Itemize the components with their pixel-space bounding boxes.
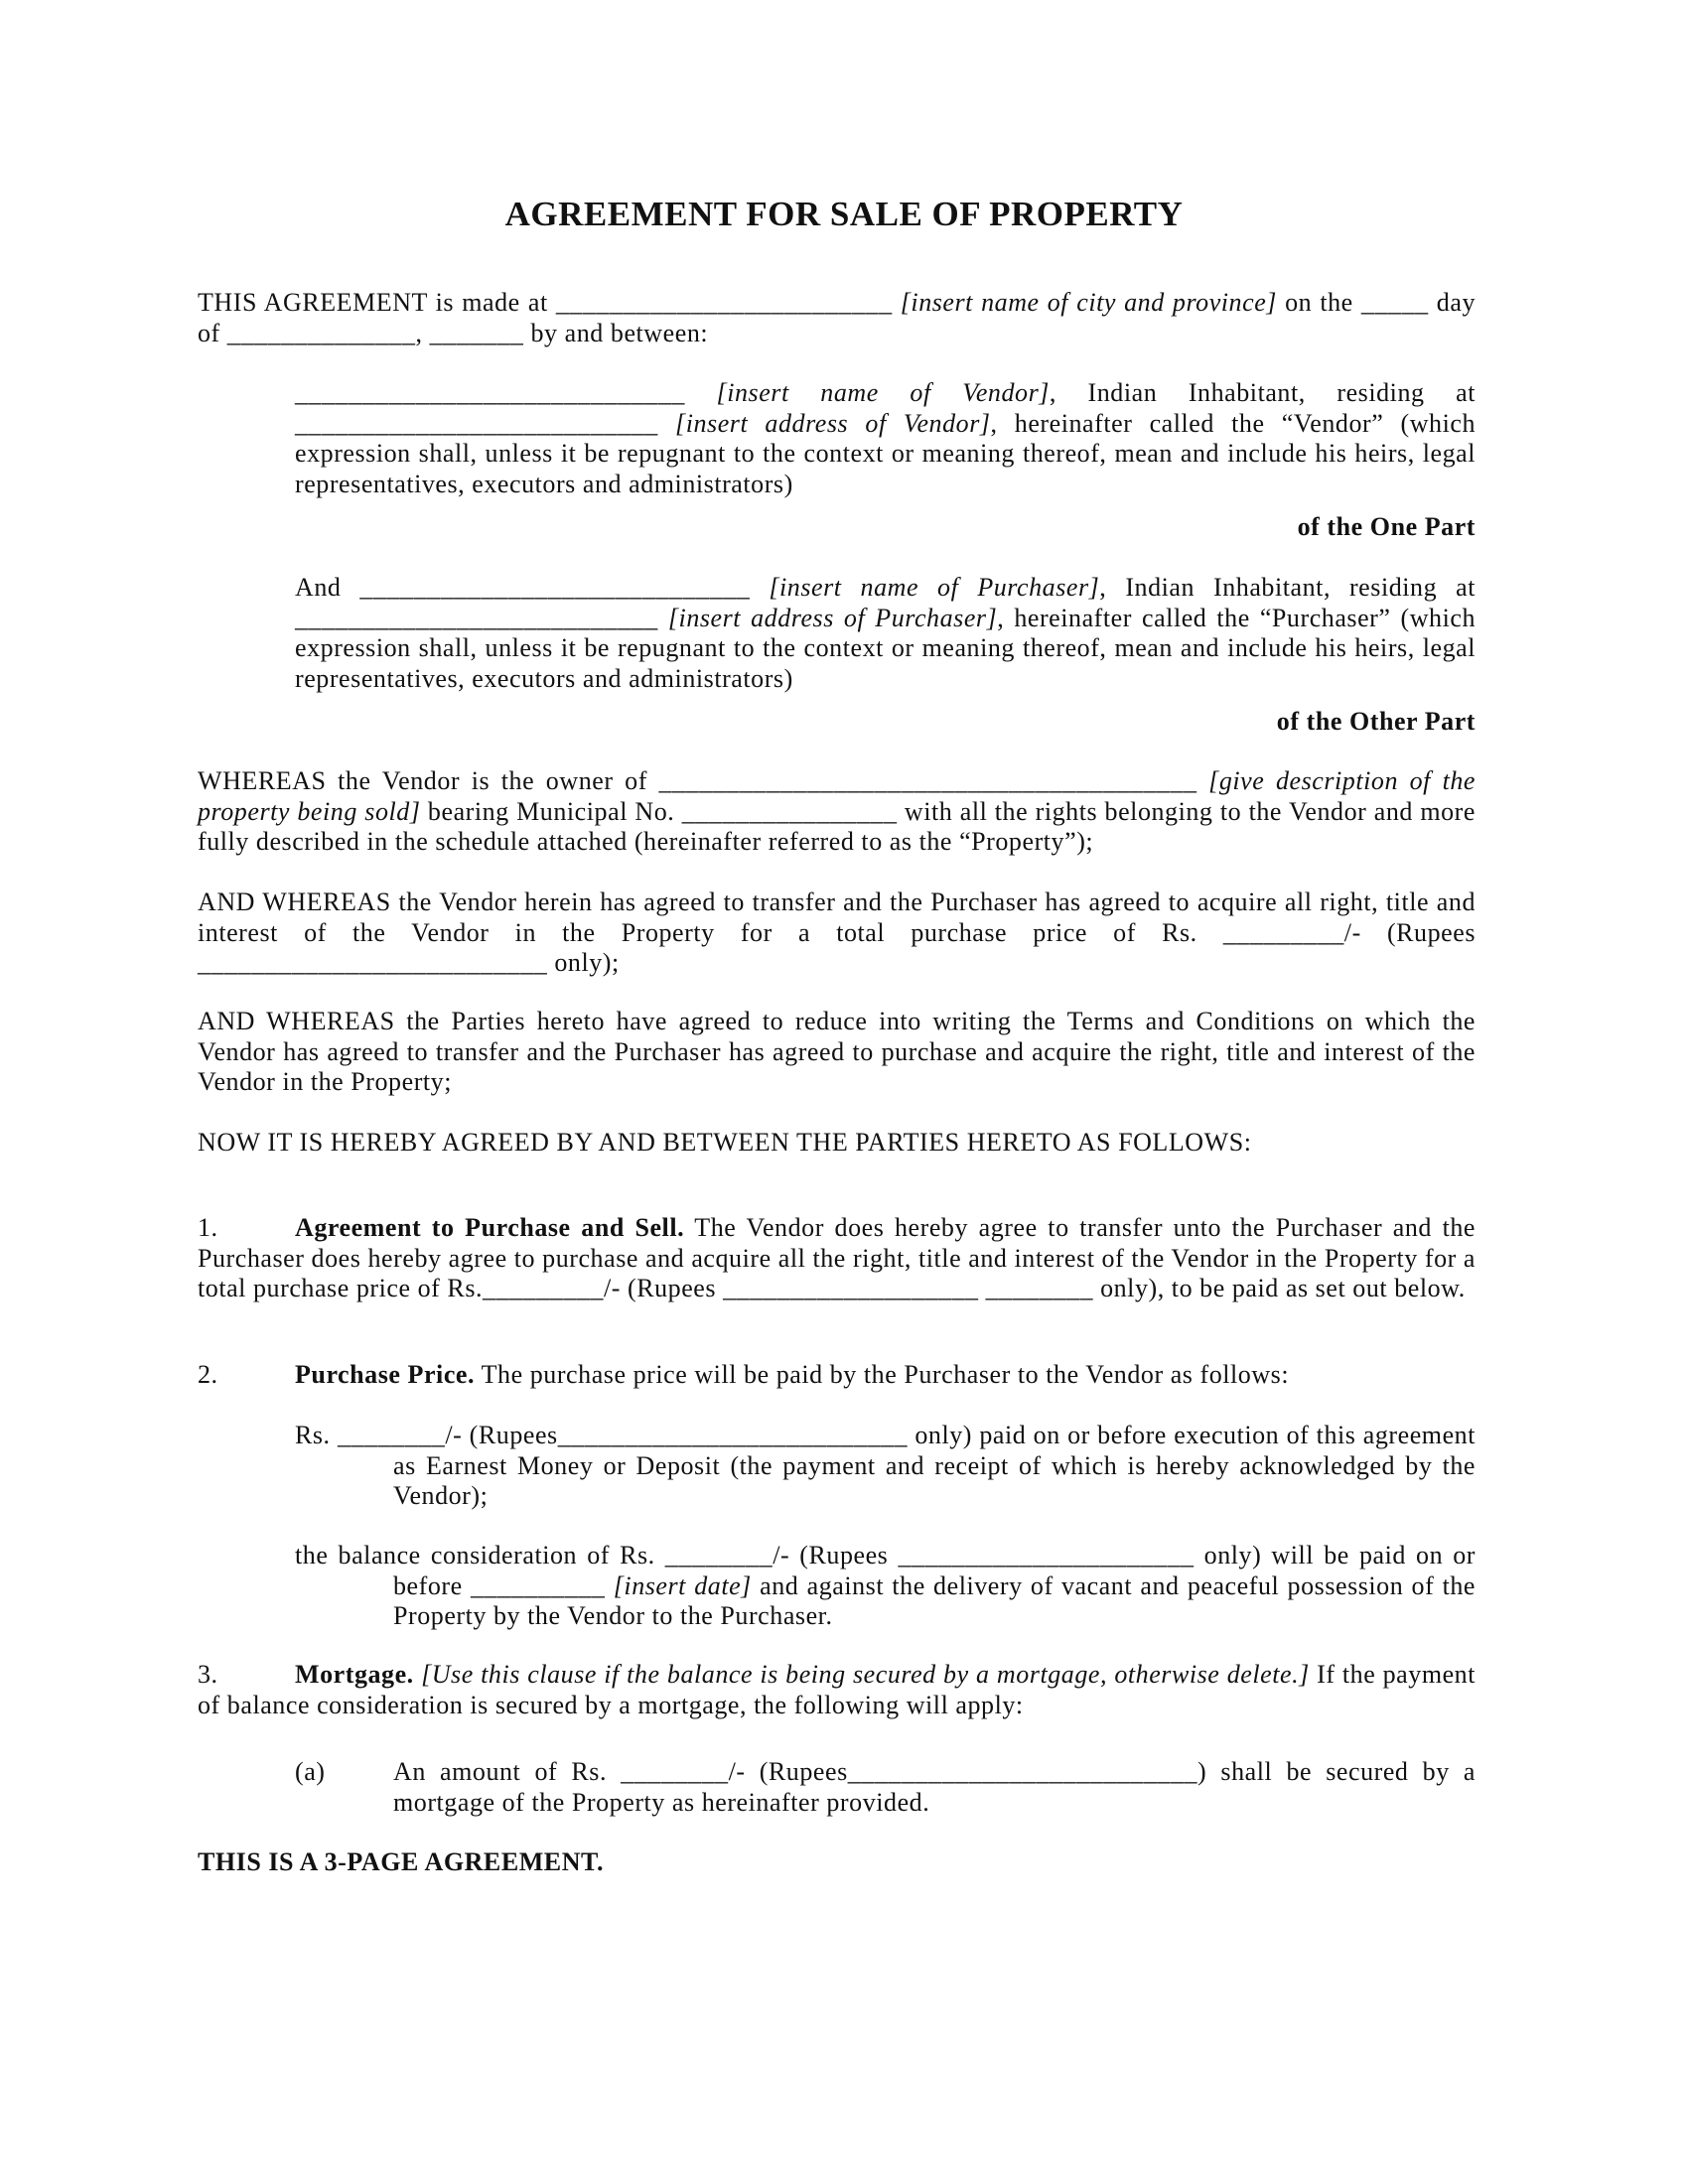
- bold-text: of the Other Part: [1276, 707, 1476, 736]
- body-text: , Indian Inhabitant, residing at ___________________________: [295, 573, 1476, 632]
- clause-3-mortgage: [198, 1660, 1476, 1720]
- other-part-label: [198, 707, 1476, 738]
- clause-2-purchase-price: [198, 1360, 1476, 1391]
- document-title: AGREEMENT FOR SALE OF PROPERTY: [504, 195, 1184, 233]
- bold-text: of the One Part: [1297, 512, 1476, 541]
- clause-1-agreement-to-purchase: [198, 1213, 1476, 1304]
- body-text: Rs. ________/- (Rupees__________________________ only) paid on or before execution of this agreement as Earnest Money or Deposit (the payment and receipt of which is hereby acknowledged by the Vendor);: [295, 1421, 1476, 1510]
- whereas-terms-paragraph: [198, 1007, 1476, 1098]
- body-text: , hereinafter called the “Purchaser” (which expression shall, unless it be repugnant to the context or meaning thereof, mean and include his heirs, legal representatives, executors and administrators): [295, 603, 1477, 693]
- whereas-property-paragraph: [198, 766, 1476, 858]
- body-text: bearing Municipal No. ________________ with all the rights belonging to the Vendor and more fully described in the schedule attached (hereinafter referred to as the “Property”);: [198, 796, 1476, 856]
- instruction-text: [insert name of city and province]: [900, 288, 1277, 317]
- body-text: And _____________________________: [295, 573, 770, 602]
- clause-2-deposit-item: [295, 1421, 1476, 1512]
- body-text: and against the delivery of vacant and peaceful possession of the Property by the Vendor to the Purchaser.: [393, 1570, 1477, 1630]
- page-count-notice: [198, 1847, 1476, 1878]
- body-text: THIS AGREEMENT is made at _________________________: [198, 288, 901, 317]
- body-text: AND WHEREAS the Parties hereto have agreed to reduce into writing the Terms and Conditions on which the Vendor has agreed to transfer and the Purchaser has agreed to purchase and acquire the right, title and interest of the Vendor in the Property;: [198, 1007, 1476, 1096]
- instruction-text: [insert name of Vendor]: [716, 378, 1050, 407]
- instruction-text: [insert address of Purchaser]: [667, 603, 998, 632]
- body-text: The purchase price will be paid by the Purchaser to the Vendor as follows:: [475, 1360, 1290, 1389]
- clause-number: 3.: [198, 1660, 218, 1689]
- body-text: , hereinafter called the “Vendor” (which expression shall, unless it be repugnant to the context or meaning thereof, mean and include his heirs, legal representatives, executors and administrators): [295, 408, 1476, 498]
- instruction-text: [insert name of Purchaser]: [769, 573, 1100, 602]
- bold-text: Purchase Price.: [295, 1360, 476, 1389]
- one-part-label: [198, 512, 1476, 543]
- bold-text: Agreement to Purchase and Sell.: [295, 1213, 685, 1242]
- vendor-party-paragraph: [295, 378, 1476, 499]
- clause-2-balance-item: [295, 1541, 1477, 1632]
- instruction-text: [insert date]: [613, 1570, 752, 1600]
- clause-number: 2.: [198, 1360, 218, 1389]
- intro-paragraph: [198, 288, 1476, 348]
- body-text: The Vendor does hereby agree to transfer unto the Purchaser and the Purchaser does hereby agree to purchase and acquire all the right, title and interest of the Vendor in the Property for a total purchase price of Rs._________/- (Rupees ___________________ ________ only), to be paid as set out below.: [198, 1213, 1477, 1302]
- instruction-text: [give description of the property being sold]: [198, 766, 1476, 826]
- clause-3a-mortgage-amount: [295, 1757, 1476, 1818]
- body-text: on the _____ day of ______________, _______ by and between:: [198, 288, 1476, 347]
- body-text: _____________________________: [295, 378, 717, 407]
- body-text: WHEREAS the Vendor is the owner of ________________________________________: [198, 766, 1209, 795]
- instruction-text: [Use this clause if the balance is being secured by a mortgage, otherwise delete.]: [421, 1660, 1310, 1689]
- body-text: , Indian Inhabitant, residing at ___________________________: [295, 378, 1476, 438]
- bold-text: Mortgage.: [295, 1660, 414, 1689]
- body-text: An amount of Rs. ________/- (Rupees__________________________) shall be secured by a mortgage of the Property as hereinafter provided.: [393, 1757, 1476, 1817]
- body-text: AND WHEREAS the Vendor herein has agreed to transfer and the Purchaser has agreed to acquire all right, title and interest of the Vendor in the Property for a total purchase price of Rs. _________/- (Rupees __________________________ only);: [198, 887, 1476, 977]
- body-text: [414, 1660, 421, 1689]
- agreed-heading: [198, 1128, 1476, 1159]
- clause-number: 1.: [198, 1213, 218, 1242]
- instruction-text: [insert address of Vendor]: [675, 408, 991, 438]
- body-text: NOW IT IS HEREBY AGREED BY AND BETWEEN THE PARTIES HERETO AS FOLLOWS:: [198, 1128, 1252, 1157]
- body-text: If the payment of balance consideration is secured by a mortgage, the following will apply:: [198, 1660, 1476, 1719]
- body-text: the balance consideration of Rs. ________/- (Rupees ______________________ only) will be paid on or before __________: [295, 1541, 1476, 1600]
- bold-text: THIS IS A 3-PAGE AGREEMENT.: [198, 1847, 605, 1876]
- purchaser-party-paragraph: [295, 573, 1476, 694]
- whereas-price-paragraph: [198, 887, 1476, 979]
- clause-number: (a): [295, 1757, 326, 1786]
